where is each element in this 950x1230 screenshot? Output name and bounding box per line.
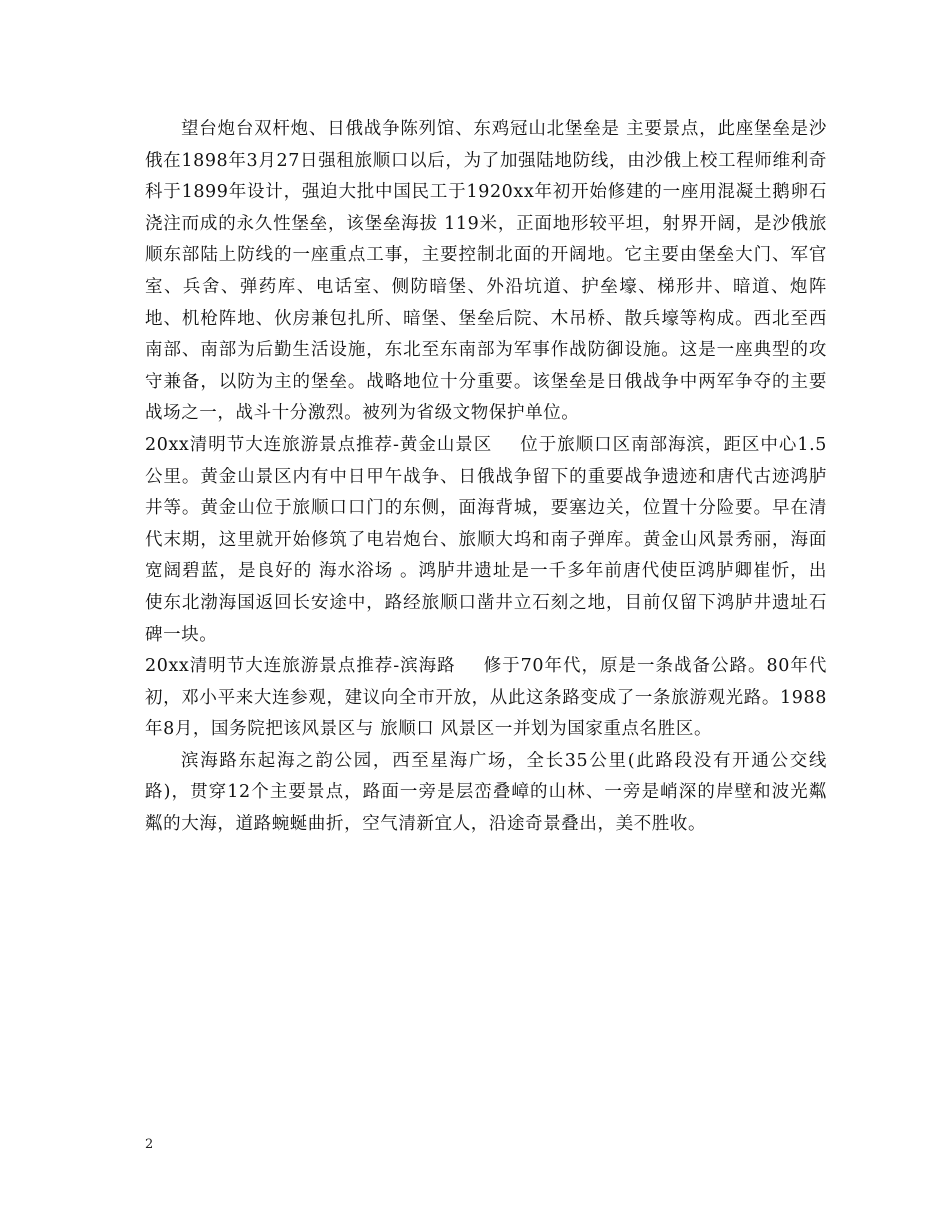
- document-body: [145, 114, 827, 841]
- paragraph-huangjinshan-text: 位于旅顺口区南部海滨，距区中心1.5公里。黄金山景区内有中日甲午战争、日俄战争留下的重要战争遗迹和唐代古迹鸿胪井等。黄金山位于旅顺口口门的东侧，面海背城，要塞边关，位置十分险要。早在清代末期，这里就开始修筑了电岩炮台、旅顺大坞和南子弹库。黄金山风景秀丽，海面宽阔碧蓝，是良好的 海水浴场 。鸿胪井遗址是一千多年前唐代使臣鸿胪卿崔忻，出使东北渤海国返回长安途中，路经旅顺口凿井立石刻之地，目前仅留下鸿胪井遗址石碑一块。: [145, 434, 827, 645]
- paragraph-fortress: 望台炮台双杆炮、日俄战争陈列馆、东鸡冠山北堡垒是 主要景点，此座堡垒是沙俄在1898年3月27日强租旅顺口以后，为了加强陆地防线，由沙俄上校工程师维利奇科于1899年设计，强迫大批中国民工于1920xx年初开始修建的一座用混凝土鹅卵石浇注而成的永久性堡垒，该堡垒海拔 119米，正面地形较平坦，射界开阔，是沙俄旅顺东部陆上防线的一座重点工事，主要控制北面的开阔地。它主要由堡垒大门、军官室、兵舍、弹药库、电话室、侧防暗堡、外沿坑道、护垒壕、梯形井、暗道、炮阵地、机枪阵地、伙房兼包扎所、暗堡、堡垒后院、木吊桥、散兵壕等构成。西北至西南部、南部为后勤生活设施，东北至东南部为军事作战防御设施。这是一座典型的攻守兼备，以防为主的堡垒。战略地位十分重要。该堡垒是日俄战争中两军争夺的主要战场之一，战斗十分激烈。被列为省级文物保护单位。: [145, 119, 827, 424]
- paragraph-binhai-road-text: 修于70年代，原是一条战备公路。80年代初，邓小平来大连参观，建议向全市开放，从此这条路变成了一条旅游观光路。1988年8月，国务院把该风景区与 旅顺口 风景区一并划为国家重点名胜区。: [145, 656, 827, 740]
- paragraph-binhai-road: [145, 651, 827, 746]
- page-number: 2: [145, 1137, 154, 1152]
- section-heading-binhai-road: 20xx清明节大连旅游景点推荐-滨海路: [145, 656, 456, 677]
- paragraph-huangjinshan: [145, 430, 827, 651]
- section-heading-huangjinshan: 20xx清明节大连旅游景点推荐-黄金山景区: [145, 434, 493, 455]
- paragraph-binhai-route: 滨海路东起海之韵公园，西至星海广场，全长35公里(此路段没有开通公交线路)，贯穿12个主要景点，路面一旁是层峦叠嶂的山林、一旁是峭深的岸壁和波光粼粼的大海，道路蜿蜒曲折，空气清新宜人，沿途奇景叠出，美不胜收。: [145, 750, 827, 835]
